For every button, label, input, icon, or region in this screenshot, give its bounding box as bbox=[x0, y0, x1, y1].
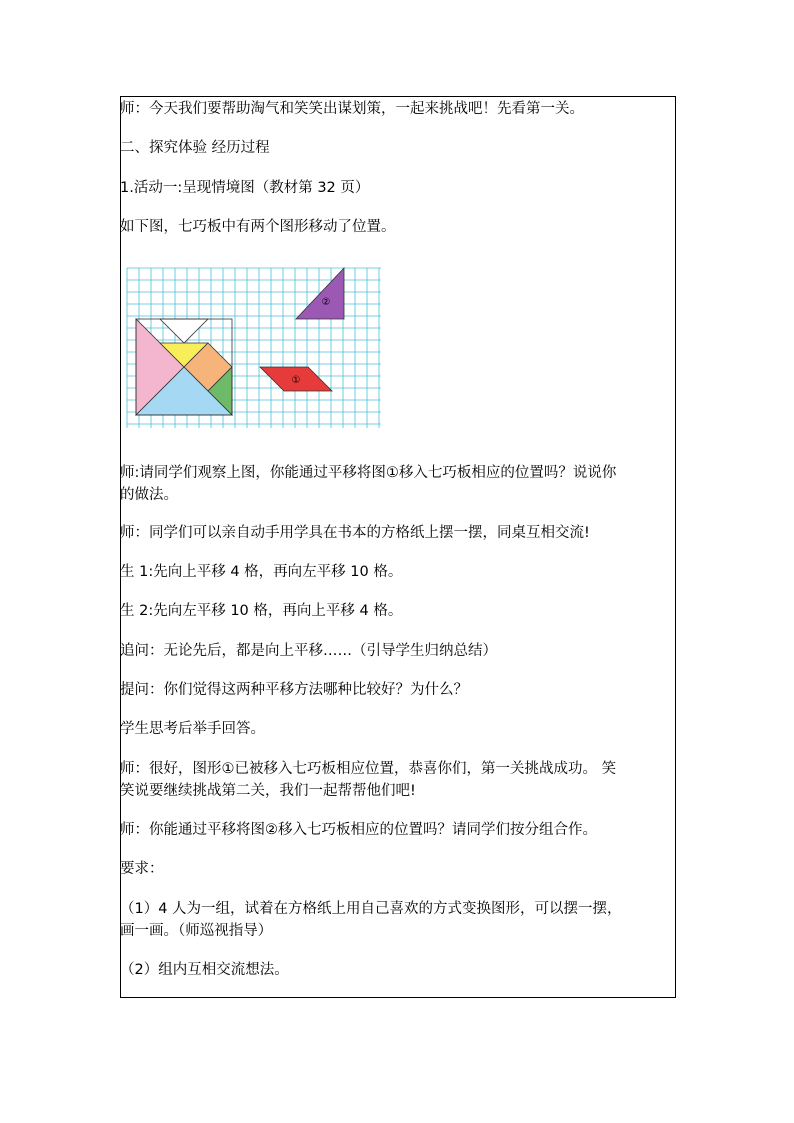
text-line: 追问：无论先后，都是向上平移……（引导学生归纳总结） bbox=[120, 643, 497, 659]
text-line: （1）4 人为一组，试着在方格纸上用自己喜欢的方式变换图形，可以摆一摆， bbox=[120, 901, 622, 917]
text-line: 笑说要继续挑战第二关，我们一起帮帮他们吧! bbox=[120, 783, 416, 799]
text-line: 如下图，七巧板中有两个图形移动了位置。 bbox=[120, 219, 396, 235]
text-line: 生 2:先向左平移 10 格，再向上平移 4 格。 bbox=[120, 603, 403, 619]
text-line: 的做法。 bbox=[120, 487, 178, 503]
text-line: 画一画。（师巡视指导） bbox=[120, 923, 273, 939]
text-line: 提问：你们觉得这两种平移方法哪种比较好？为什么？ bbox=[120, 682, 468, 698]
piece-label-1: ① bbox=[291, 375, 301, 386]
text-line: （2）组内互相交流想法。 bbox=[120, 962, 289, 978]
text-line: 师:请同学们观察上图，你能通过平移将图①移入七巧板相应的位置吗？说说你 bbox=[120, 465, 617, 481]
section-heading: 二、探究体验 经历过程 bbox=[120, 140, 270, 156]
tangram-square bbox=[136, 319, 232, 415]
text-line: 师：同学们可以亲自动手用学具在书本的方格纸上摆一摆，同桌互相交流! bbox=[120, 525, 590, 541]
tangram-white-triangle bbox=[160, 319, 208, 343]
text-line: 生 1:先向上平移 4 格，再向左平移 10 格。 bbox=[120, 564, 403, 580]
triangle-piece-2 bbox=[296, 268, 344, 319]
text-line: 师：很好，图形①已被移入七巧板相应位置，恭喜你们，第一关挑战成功。 笑 bbox=[120, 761, 617, 777]
requirements-heading: 要求： bbox=[120, 861, 164, 877]
tangram-grid-figure bbox=[126, 267, 382, 429]
text-line: 学生思考后举手回答。 bbox=[120, 721, 265, 737]
activity-heading: 1.活动一:呈现情境图（教材第 32 页） bbox=[120, 180, 370, 196]
piece-label-2: ② bbox=[321, 297, 331, 308]
text-line: 师：今天我们要帮助淘气和笑笑出谋划策，一起来挑战吧！先看第一关。 bbox=[120, 101, 584, 117]
text-line: 师：你能通过平移将图②移入七巧板相应的位置吗？请同学们按分组合作。 bbox=[120, 822, 597, 838]
